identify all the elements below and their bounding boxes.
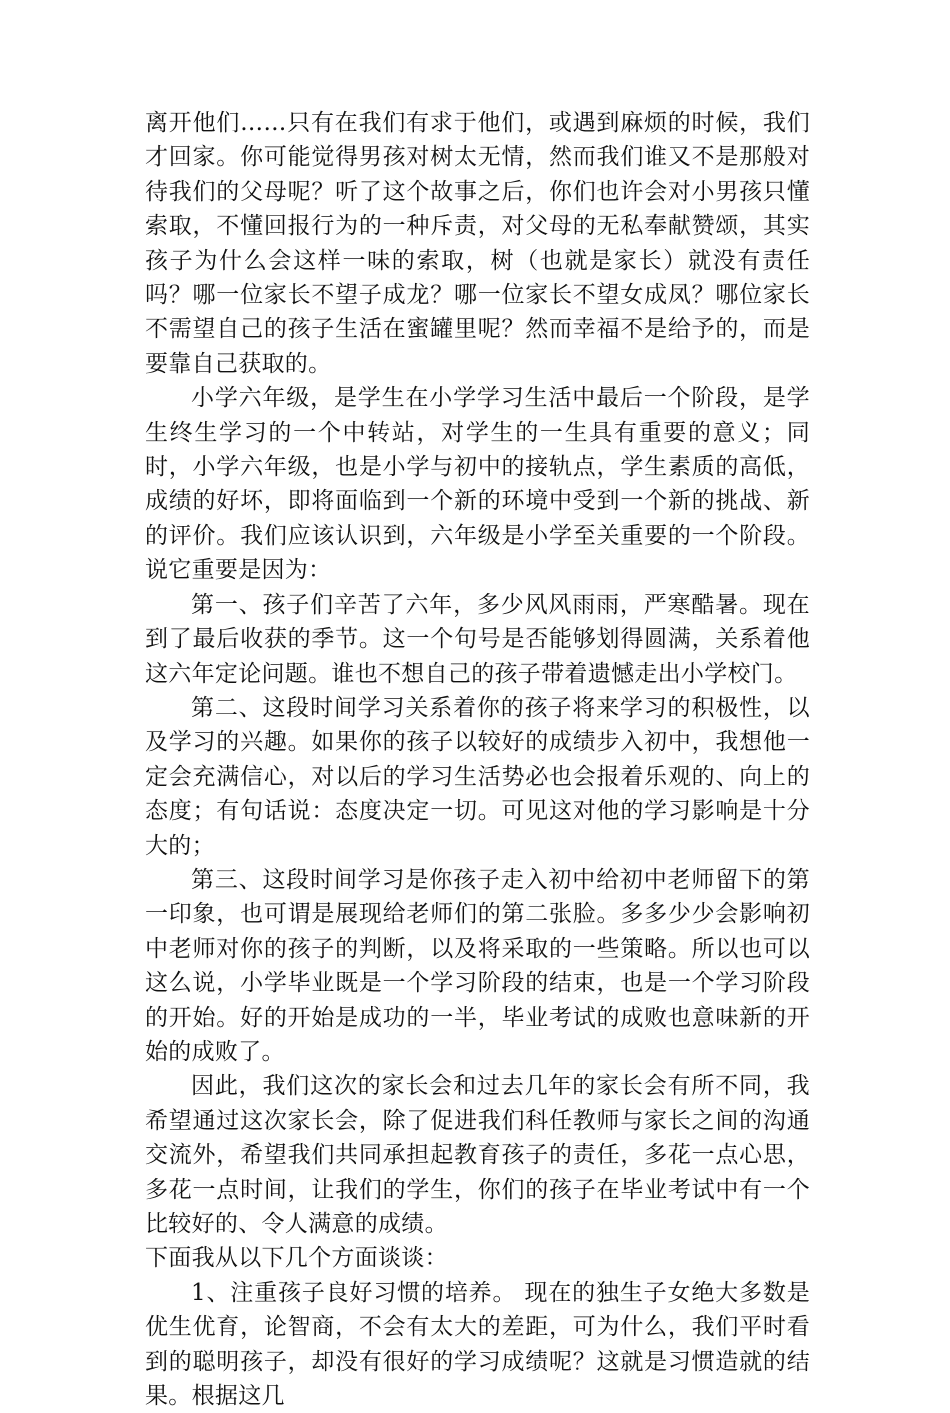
- paragraph: 第二、这段时间学习关系着你的孩子将来学习的积极性，以及学习的兴趣。如果你的孩子以较好的成绩步入初中，我想他一定会充满信心，对以后的学习生活势必也会报着乐观的、向上的态度；有句话说：态度决定一切。可见这对他的学习影响是十分大的；: [145, 694, 810, 859]
- paragraph: 离开他们……只有在我们有求于他们，或遇到麻烦的时候，我们才回家。你可能觉得男孩对树太无情，然而我们谁又不是那般对待我们的父母呢？听了这个故事之后，你们也许会对小男孩只懂索取，不懂回报行为的一种斥责，对父母的无私奉献赞颂，其实孩子为什么会这样一味的索取，树（也就是家长）就没有责任吗？哪一位家长不望子成龙？哪一位家长不望女成凤？哪位家长不需望自己的孩子生活在蜜罐里呢？然而幸福不是给予的，而是要靠自己获取的。: [145, 110, 810, 377]
- paragraph: 因此，我们这次的家长会和过去几年的家长会有所不同，我希望通过这次家长会，除了促进我们科任教师与家长之间的沟通交流外，希望我们共同承担起教育孩子的责任，多花一点心思，多花一点时间，让我们的学生，你们的孩子在毕业考试中有一个比较好的、令人满意的成绩。: [145, 1073, 810, 1237]
- paragraph: 下面我从以下几个方面谈谈：: [145, 1245, 448, 1272]
- paragraph: 1、注重孩子良好习惯的培养。 现在的独生子女绝大多数是优生优育，论智商，不会有太大的差距，可为什么，我们平时看到的聪明孩子，却没有很好的学习成绩呢？这就是习惯造就的结果。根据这几: [145, 1279, 810, 1410]
- paragraph: 小学六年级，是学生在小学学习生活中最后一个阶段，是学生终生学习的一个中转站，对学生的一生具有重要的意义；同时，小学六年级，也是小学与初中的接轨点，学生素质的高低，成绩的好坏，即将面临到一个新的环境中受到一个新的挑战、新的评价。我们应该认识到，六年级是小学至关重要的一个阶段。说它重要是因为：: [145, 385, 810, 584]
- paragraph: 第一、孩子们辛苦了六年，多少风风雨雨，严寒酷暑。现在到了最后收获的季节。这一个句号是否能够划得圆满，关系着他这六年定论问题。谁也不想自己的孩子带着遗憾走出小学校门。: [145, 591, 810, 687]
- paragraph: 第三、这段时间学习是你孩子走入初中给初中老师留下的第一印象，也可谓是展现给老师们的第二张脸。多多少少会影响初中老师对你的孩子的判断，以及将采取的一些策略。所以也可以这么说，小学毕业既是一个学习阶段的结束，也是一个学习阶段的开始。好的开始是成功的一半，毕业考试的成败也意味新的开始的成败了。: [145, 866, 810, 1065]
- document-body: [145, 106, 810, 1413]
